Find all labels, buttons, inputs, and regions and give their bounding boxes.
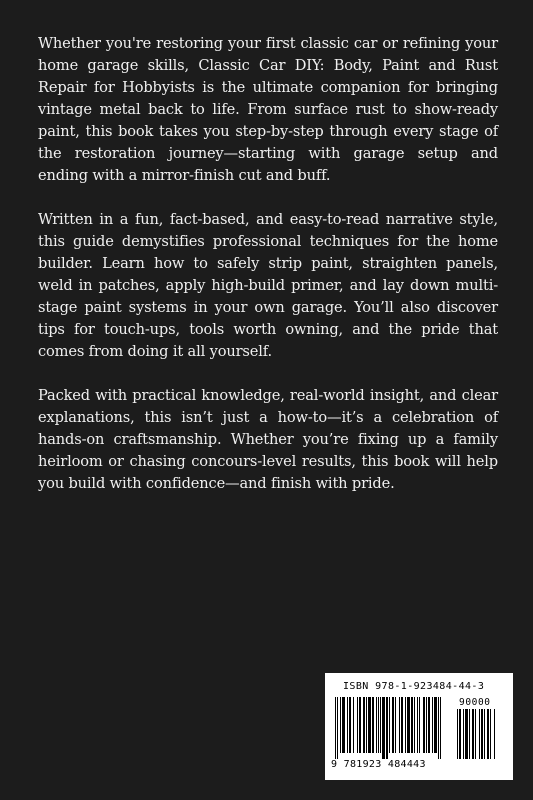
barcode-bar bbox=[411, 697, 413, 753]
barcode-bar bbox=[407, 697, 410, 753]
barcode-bar bbox=[337, 697, 338, 759]
ean-barcode-bars bbox=[335, 697, 449, 759]
barcode-bar bbox=[340, 697, 341, 753]
barcode-bar bbox=[417, 697, 418, 753]
barcode-digits: 9 781923 484443 bbox=[331, 759, 426, 770]
barcode-bar bbox=[440, 697, 441, 759]
barcode-bar bbox=[401, 697, 403, 753]
barcode-bar bbox=[353, 697, 354, 753]
barcode-bar bbox=[487, 709, 489, 759]
barcode-bar bbox=[405, 697, 406, 753]
addon-barcode-bars bbox=[457, 709, 503, 765]
barcode-bar bbox=[426, 697, 427, 753]
barcode-bar bbox=[465, 709, 468, 759]
blurb-paragraph-2: Written in a fun, fact-based, and easy-to-read narrative style, this guide demystifies professional techniques for the home builder. Learn how to safely strip paint, straighten panels, weld in patches, apply high-build primer, and lay down multi-stage paint systems in your own garage. You’ll also discover tips for touch-ups, tools worth owning, and the pride that comes from doing it all yourself. bbox=[38, 211, 498, 360]
blurb-paragraph-3: Packed with practical knowledge, real-world insight, and clear explanations, this isn’t just a how-to—it’s a celebration of hands-on craftsmanship. Whether you’re fixing up a family heirloom or chasing concours-level results, this book will help you build with confidence—and finish with pride. bbox=[38, 387, 498, 492]
barcode-bar bbox=[389, 697, 390, 753]
barcode-bar bbox=[463, 709, 464, 759]
barcode-bar bbox=[399, 697, 400, 753]
barcode-bar bbox=[434, 697, 437, 753]
barcode-bar bbox=[475, 709, 476, 759]
barcode-bar bbox=[395, 697, 396, 753]
barcode-bar bbox=[347, 697, 348, 753]
barcode-bar bbox=[469, 709, 470, 759]
barcode-bar bbox=[380, 697, 381, 753]
barcode-bar bbox=[481, 709, 483, 759]
isbn-barcode-block bbox=[325, 673, 513, 780]
barcode-bar bbox=[423, 697, 425, 753]
barcode-bar bbox=[392, 697, 394, 753]
barcode-bar bbox=[490, 709, 491, 759]
price-code: 90000 bbox=[459, 697, 491, 708]
barcode-bar bbox=[349, 697, 351, 753]
barcode-bar bbox=[432, 697, 433, 753]
blurb-paragraph-1: Whether you're restoring your first classic car or refining your home garage skills, Classic Car DIY: Body, Paint and Rust Repair for Hobbyists is the ultimate companion for bringing vintage metal back to life. From surface rust to show-ready paint, this book takes you step-by-step through every stage of the restoration journey—starting with garage setup and ending with a mirror-finish cut and buff. bbox=[38, 35, 498, 184]
barcode-bar bbox=[419, 697, 420, 753]
barcode-bar bbox=[363, 697, 365, 753]
barcode-bar bbox=[472, 709, 474, 759]
barcode-bar bbox=[368, 697, 371, 753]
barcode-bar bbox=[366, 697, 367, 753]
barcode-bar bbox=[479, 709, 480, 759]
barcode-bar bbox=[484, 709, 485, 759]
barcode-bar bbox=[438, 697, 439, 759]
barcode-bar bbox=[357, 697, 358, 753]
barcode-bar bbox=[457, 709, 458, 759]
barcode-bar bbox=[386, 697, 388, 759]
isbn-label: ISBN 978-1-923484-44-3 bbox=[343, 681, 485, 692]
barcode-bar bbox=[428, 697, 430, 753]
blurb-text bbox=[38, 33, 498, 517]
barcode-bar bbox=[342, 697, 345, 753]
barcode-bar bbox=[359, 697, 361, 753]
barcode-bar bbox=[459, 709, 461, 759]
barcode-bar bbox=[372, 697, 374, 753]
barcode-bar bbox=[376, 697, 377, 753]
barcode-bar bbox=[335, 697, 336, 759]
barcode-bar bbox=[378, 697, 379, 753]
barcode-bar bbox=[382, 697, 385, 759]
barcode-bar bbox=[494, 709, 495, 759]
barcode-bar bbox=[414, 697, 415, 753]
